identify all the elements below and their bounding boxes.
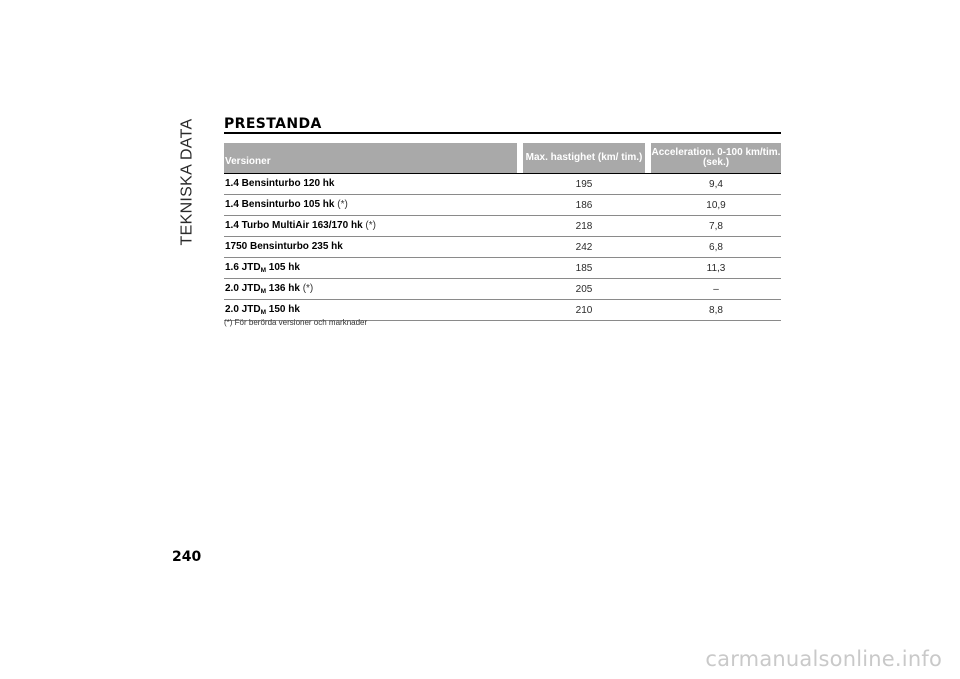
model-name-rest: 105 hk <box>266 262 300 273</box>
model-name: 1.4 Bensinturbo 120 hk <box>225 178 335 189</box>
row-max-speed: 186 <box>575 199 593 211</box>
model-name: 1.4 Bensinturbo 105 hk <box>225 199 335 210</box>
row-note: (*) <box>302 283 314 294</box>
row-model <box>224 199 517 211</box>
table-row <box>224 195 781 216</box>
table-footnote: (*) För berörda versioner och marknader <box>224 318 368 327</box>
model-subscript: M <box>260 288 266 295</box>
row-model <box>224 262 517 274</box>
page-title: PRESTANDA <box>224 116 322 132</box>
model-name: 1.6 JTD <box>225 262 261 273</box>
row-acceleration: 7,8 <box>709 220 723 232</box>
row-max-speed: 185 <box>575 262 593 274</box>
row-model <box>224 220 517 232</box>
model-subscript: M <box>260 267 266 274</box>
row-model <box>224 283 517 295</box>
header-max-speed: Max. hastighet (km/ tim.) <box>523 143 645 173</box>
model-name: 2.0 JTD <box>225 304 261 315</box>
table-row <box>224 237 781 258</box>
table-row <box>224 216 781 237</box>
model-name: 1.4 Turbo MultiAir 163/170 hk <box>225 220 363 231</box>
table-row <box>224 258 781 279</box>
table-header <box>224 143 781 174</box>
row-note: (*) <box>337 199 348 210</box>
row-max-speed: 218 <box>575 220 593 232</box>
page-number: 240 <box>172 549 202 565</box>
watermark: carmanualsonline.info <box>705 647 942 671</box>
title-divider <box>224 132 781 134</box>
header-acceleration: Acceleration. 0-100 km/tim. (sek.) <box>651 143 781 173</box>
table-row <box>224 279 781 300</box>
model-name: 2.0 JTD <box>225 283 261 294</box>
model-name: 1750 Bensinturbo 235 hk <box>225 241 343 252</box>
row-model <box>224 178 517 190</box>
row-max-speed: 195 <box>575 178 593 190</box>
row-acceleration: – <box>713 283 719 295</box>
row-acceleration: 10,9 <box>706 199 726 211</box>
header-versions: Versioner <box>224 143 517 173</box>
row-max-speed: 242 <box>575 241 593 253</box>
performance-table <box>224 143 781 321</box>
section-side-label <box>172 108 202 256</box>
row-max-speed: 205 <box>575 283 593 295</box>
row-acceleration: 9,4 <box>709 178 723 190</box>
table-row <box>224 174 781 195</box>
row-max-speed: 210 <box>575 304 593 316</box>
row-acceleration: 6,8 <box>709 241 723 253</box>
row-acceleration: 11,3 <box>706 262 726 274</box>
row-model <box>224 241 517 253</box>
model-name-rest: 150 hk <box>266 304 300 315</box>
row-model <box>224 304 517 316</box>
row-acceleration: 8,8 <box>709 304 723 316</box>
row-note: (*) <box>365 220 376 231</box>
model-subscript: M <box>260 309 266 316</box>
model-name-rest: 136 hk <box>266 283 300 294</box>
section-side-label-text: TEKNISKA DATA <box>178 118 195 246</box>
